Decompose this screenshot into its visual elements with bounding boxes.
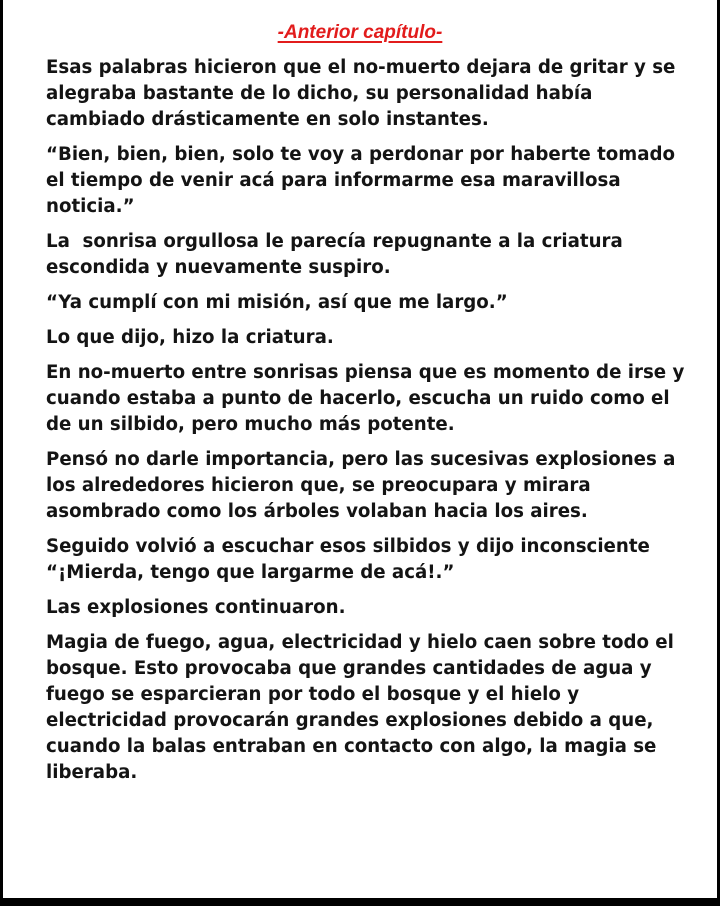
paragraph: Esas palabras hicieron que el no-muerto dejara de gritar y se alegraba bastante de lo dicho, su personalidad había cambiado drásticamente en solo instantes. xyxy=(46,57,682,130)
paragraph: “Bien, bien, bien, solo te voy a perdonar por haberte tomado el tiempo de venir acá para informarme esa maravillosa noticia.” xyxy=(46,144,682,217)
body-text xyxy=(46,55,691,795)
paragraph: Lo que dijo, hizo la criatura. xyxy=(46,327,334,348)
paragraph: En no-muerto entre sonrisas piensa que es momento de irse y cuando estaba a punto de hacerlo, escucha un ruido como el de un silbido, pero mucho más potente. xyxy=(46,362,691,435)
document-page xyxy=(3,0,717,898)
paragraph: “Ya cumplí con mi misión, así que me largo.” xyxy=(46,292,508,313)
paragraph: La sonrisa orgullosa le parecía repugnante a la criatura escondida y nuevamente suspiro. xyxy=(46,231,630,278)
paragraph: Magia de fuego, agua, electricidad y hielo caen sobre todo el bosque. Esto provocaba que grandes cantidades de agua y fuego se esparcieran por todo el bosque y el hielo y electricidad provocarán grandes explosiones debido a que, cuando la balas entraban en contacto con algo, la magia se liberaba. xyxy=(46,632,681,783)
paragraph: Las explosiones continuaron. xyxy=(46,597,346,618)
paragraph: Pensó no darle importancia, pero las sucesivas explosiones a los alrededores hicieron que, se preocupara y mirara asombrado como los árboles volaban hacia los aires. xyxy=(46,449,682,522)
paragraph: Seguido volvió a escuchar esos silbidos y dijo inconsciente “¡Mierda, tengo que largarme de acá!.” xyxy=(46,536,657,583)
chapter-heading: -Anterior capítulo- xyxy=(277,22,443,43)
